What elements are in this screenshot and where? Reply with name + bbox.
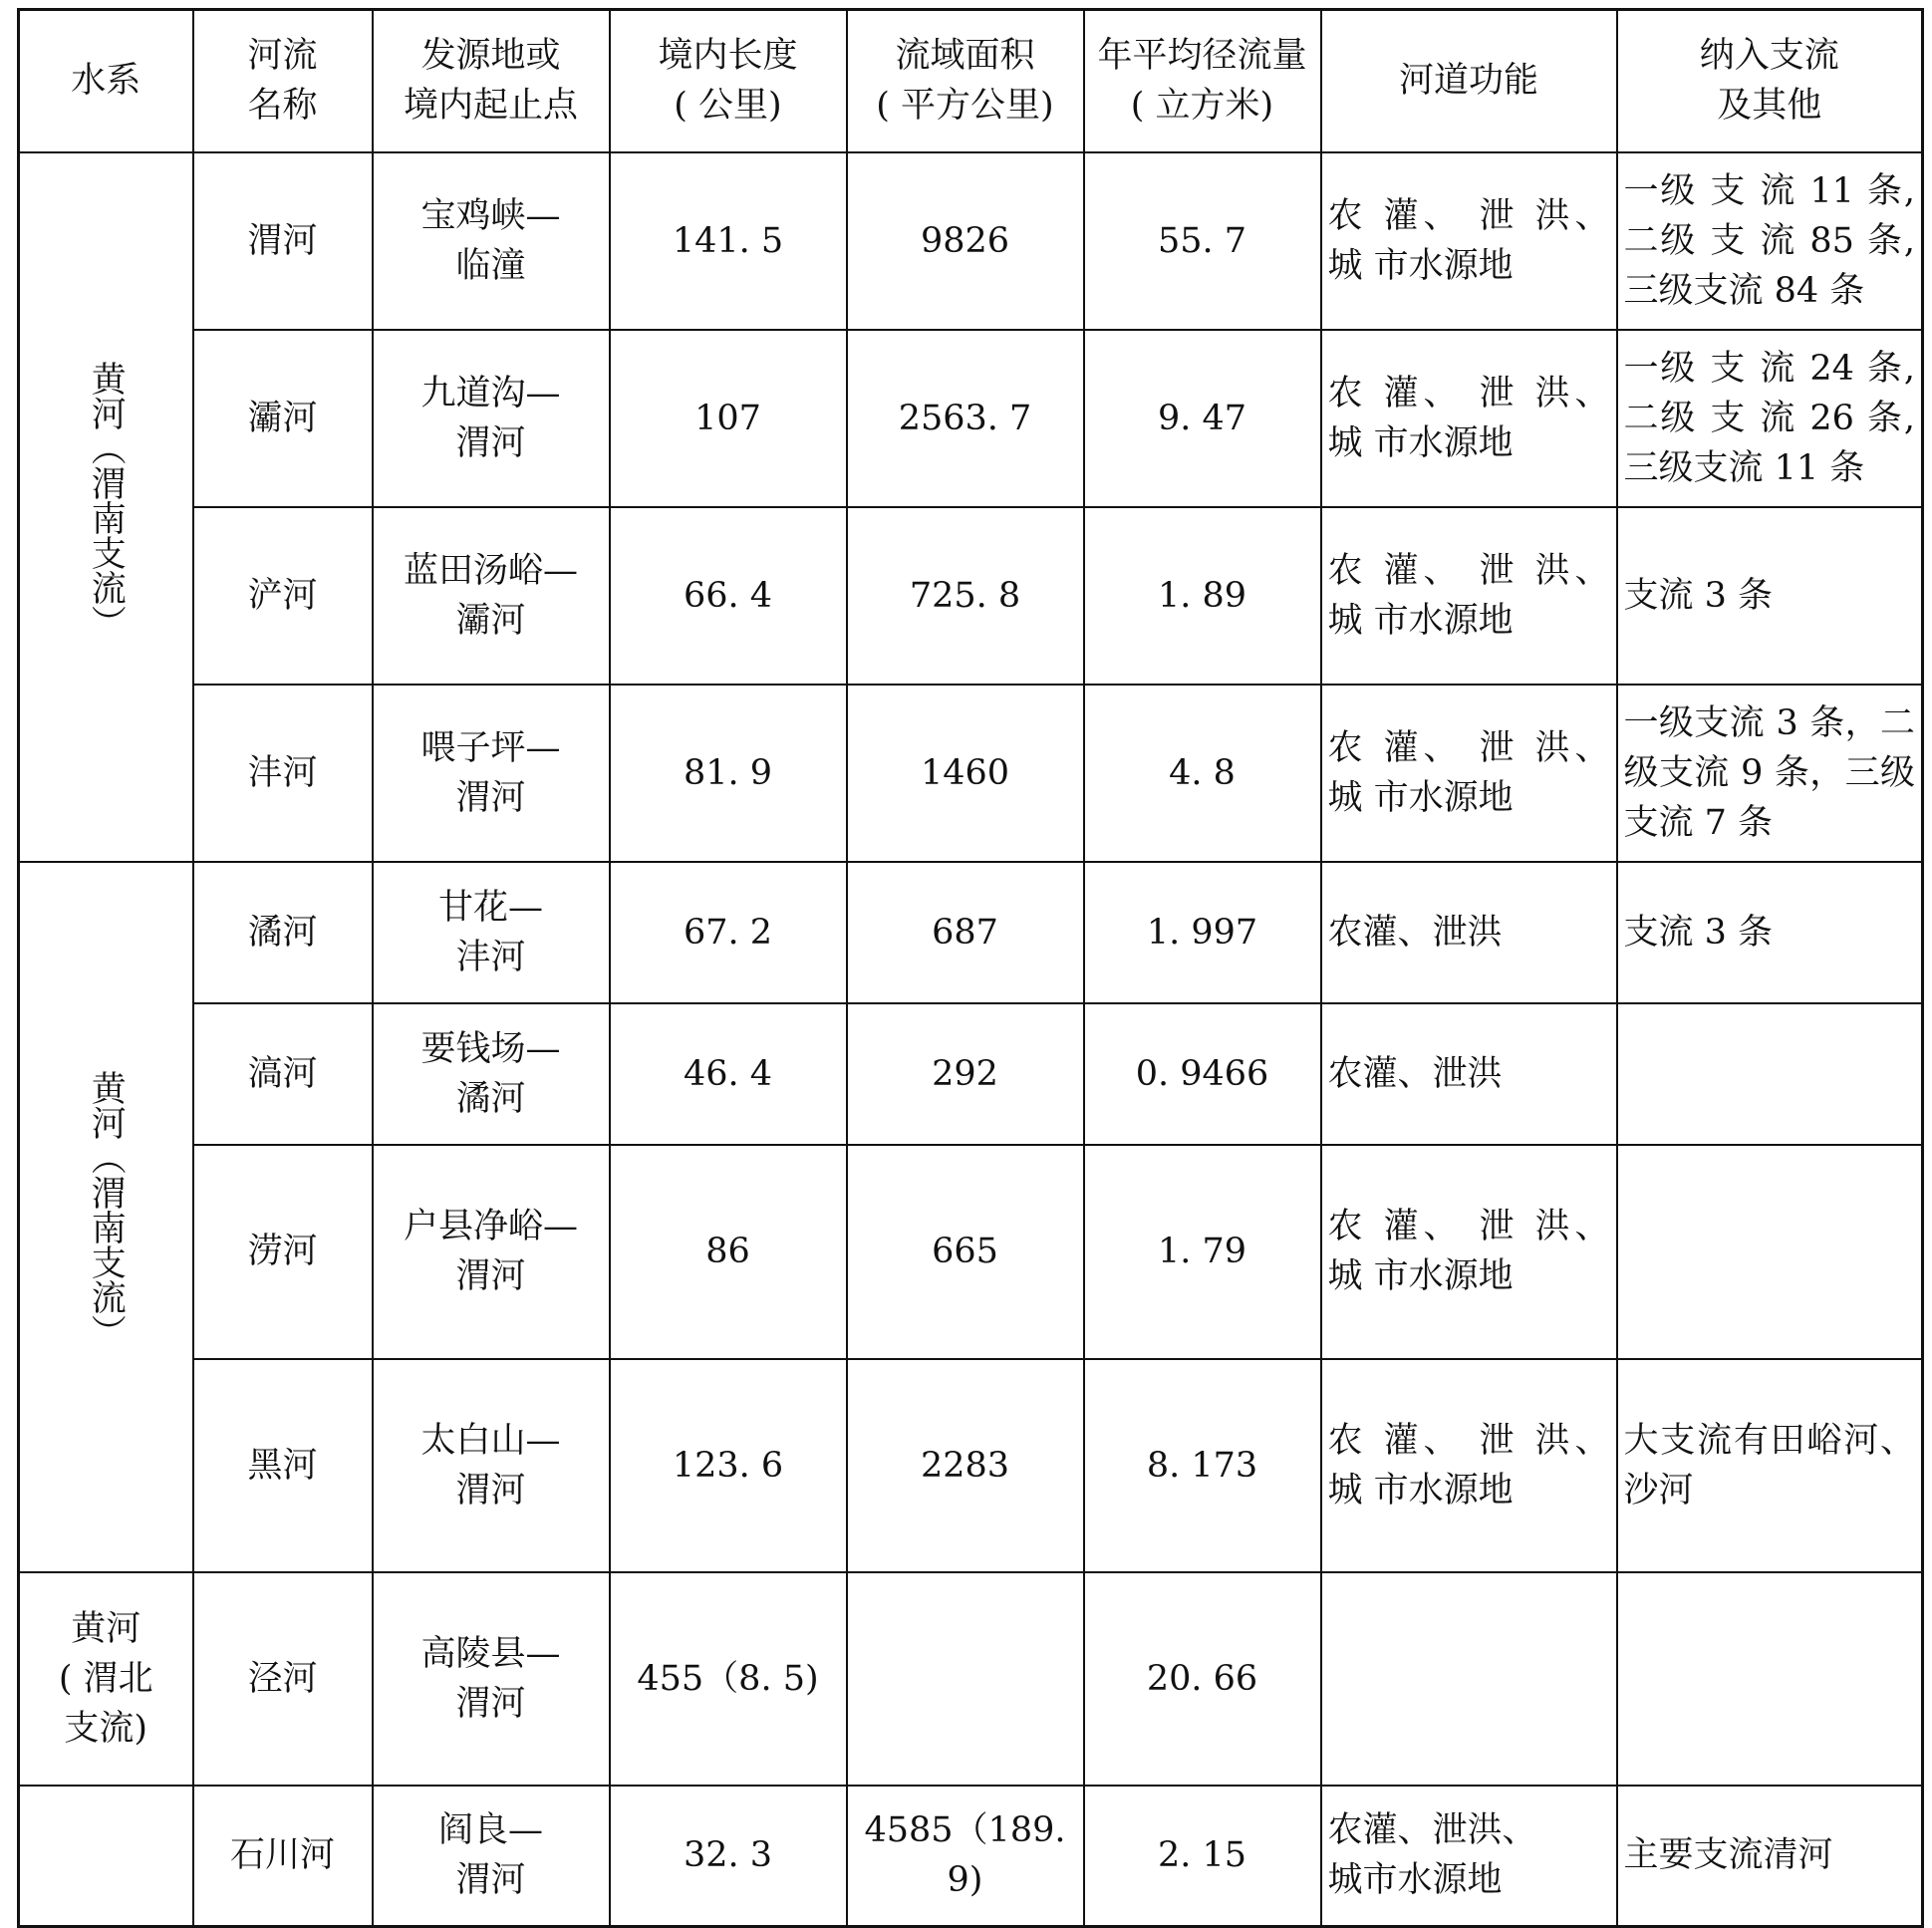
length-cell: 141. 5 <box>610 152 847 330</box>
runoff-cell: 2. 15 <box>1084 1786 1321 1927</box>
header-row <box>19 10 1923 152</box>
runoff-cell: 1. 997 <box>1084 862 1321 1003</box>
river-name-cell: 灞河 <box>193 330 373 507</box>
river-name-cell: 滈河 <box>193 1003 373 1145</box>
table-row <box>19 507 1923 685</box>
length-cell: 123. 6 <box>610 1359 847 1572</box>
system-cell-group1 <box>19 152 193 862</box>
tributaries-cell: 支流 3 条 <box>1617 507 1923 685</box>
tributaries-cell <box>1617 1145 1923 1359</box>
tributaries-cell: 一级 支 流 24 条, 二级 支 流 26 条, 三级支流 11 条 <box>1617 330 1923 507</box>
area-cell: 4585（189. 9) <box>847 1786 1084 1927</box>
river-name-cell: 浐河 <box>193 507 373 685</box>
area-cell: 1460 <box>847 685 1084 862</box>
area-cell: 725. 8 <box>847 507 1084 685</box>
table-row <box>19 1786 1923 1927</box>
table-row <box>19 1145 1923 1359</box>
function-cell: 农 灌、 泄 洪、 城 市水源地 <box>1321 1145 1617 1359</box>
tributaries-cell: 一级 支 流 11 条, 二级 支 流 85 条, 三级支流 84 条 <box>1617 152 1923 330</box>
length-cell: 46. 4 <box>610 1003 847 1145</box>
length-cell: 67. 2 <box>610 862 847 1003</box>
area-cell: 2563. 7 <box>847 330 1084 507</box>
function-cell: 农 灌、 泄 洪、 城 市水源地 <box>1321 1359 1617 1572</box>
table-row <box>19 1572 1923 1786</box>
header-length: 境内长度 ( 公里) <box>610 10 847 152</box>
table-row <box>19 685 1923 862</box>
function-cell: 农灌、泄洪、 城市水源地 <box>1321 1786 1617 1927</box>
river-name-cell: 沣河 <box>193 685 373 862</box>
function-cell: 农 灌、 泄 洪、 城 市水源地 <box>1321 330 1617 507</box>
function-cell: 农灌、泄洪 <box>1321 1003 1617 1145</box>
header-annual-runoff: 年平均径流量 ( 立方米) <box>1084 10 1321 152</box>
runoff-cell: 4. 8 <box>1084 685 1321 862</box>
source-cell: 蓝田汤峪— 灞河 <box>373 507 610 685</box>
function-cell: 农灌、泄洪 <box>1321 862 1617 1003</box>
source-cell: 甘花— 沣河 <box>373 862 610 1003</box>
table-row <box>19 330 1923 507</box>
table-row <box>19 1359 1923 1572</box>
header-function: 河道功能 <box>1321 10 1617 152</box>
length-cell: 66. 4 <box>610 507 847 685</box>
runoff-cell: 0. 9466 <box>1084 1003 1321 1145</box>
source-cell: 太白山— 渭河 <box>373 1359 610 1572</box>
river-name-cell: 潏河 <box>193 862 373 1003</box>
tributaries-cell: 主要支流清河 <box>1617 1786 1923 1927</box>
area-cell: 665 <box>847 1145 1084 1359</box>
river-name-cell: 泾河 <box>193 1572 373 1786</box>
tributaries-cell: 一级支流 3 条，二级支流 9 条，三级支流 7 条 <box>1617 685 1923 862</box>
area-cell: 687 <box>847 862 1084 1003</box>
river-name-cell: 渭河 <box>193 152 373 330</box>
length-cell: 81. 9 <box>610 685 847 862</box>
table-row <box>19 862 1923 1003</box>
area-cell: 9826 <box>847 152 1084 330</box>
river-name-cell: 黑河 <box>193 1359 373 1572</box>
header-river-name: 河流 名称 <box>193 10 373 152</box>
function-cell: 农 灌、 泄 洪、 城 市水源地 <box>1321 152 1617 330</box>
tributaries-cell: 大支流有田峪河、沙河 <box>1617 1359 1923 1572</box>
system-label: 黄河（渭南支流） <box>86 1070 127 1349</box>
table-row <box>19 152 1923 330</box>
function-cell: 农 灌、 泄 洪、 城 市水源地 <box>1321 685 1617 862</box>
tributaries-cell: 支流 3 条 <box>1617 862 1923 1003</box>
river-data-table <box>17 8 1924 1928</box>
system-cell-group3: 黄河 ( 渭北 支流) <box>19 1572 193 1786</box>
length-cell: 107 <box>610 330 847 507</box>
system-cell-group2 <box>19 862 193 1572</box>
system-label: 黄河（渭南支流） <box>86 360 127 640</box>
function-cell: 农 灌、 泄 洪、 城 市水源地 <box>1321 507 1617 685</box>
area-cell: 2283 <box>847 1359 1084 1572</box>
runoff-cell: 1. 89 <box>1084 507 1321 685</box>
river-name-cell: 涝河 <box>193 1145 373 1359</box>
length-cell: 32. 3 <box>610 1786 847 1927</box>
runoff-cell: 20. 66 <box>1084 1572 1321 1786</box>
system-cell-group4 <box>19 1786 193 1927</box>
source-cell: 喂子坪— 渭河 <box>373 685 610 862</box>
runoff-cell: 9. 47 <box>1084 330 1321 507</box>
table-row <box>19 1003 1923 1145</box>
runoff-cell: 8. 173 <box>1084 1359 1321 1572</box>
runoff-cell: 55. 7 <box>1084 152 1321 330</box>
source-cell: 九道沟— 渭河 <box>373 330 610 507</box>
source-cell: 宝鸡峡— 临潼 <box>373 152 610 330</box>
tributaries-cell <box>1617 1003 1923 1145</box>
source-cell: 高陵县— 渭河 <box>373 1572 610 1786</box>
area-cell: 292 <box>847 1003 1084 1145</box>
header-basin-area: 流域面积 ( 平方公里) <box>847 10 1084 152</box>
length-cell: 455（8. 5) <box>610 1572 847 1786</box>
header-tributaries: 纳入支流 及其他 <box>1617 10 1923 152</box>
function-cell <box>1321 1572 1617 1786</box>
source-cell: 户县净峪— 渭河 <box>373 1145 610 1359</box>
header-system: 水系 <box>19 10 193 152</box>
header-source: 发源地或 境内起止点 <box>373 10 610 152</box>
river-name-cell: 石川河 <box>193 1786 373 1927</box>
tributaries-cell <box>1617 1572 1923 1786</box>
source-cell: 阎良— 渭河 <box>373 1786 610 1927</box>
source-cell: 要钱场— 潏河 <box>373 1003 610 1145</box>
runoff-cell: 1. 79 <box>1084 1145 1321 1359</box>
length-cell: 86 <box>610 1145 847 1359</box>
area-cell <box>847 1572 1084 1786</box>
